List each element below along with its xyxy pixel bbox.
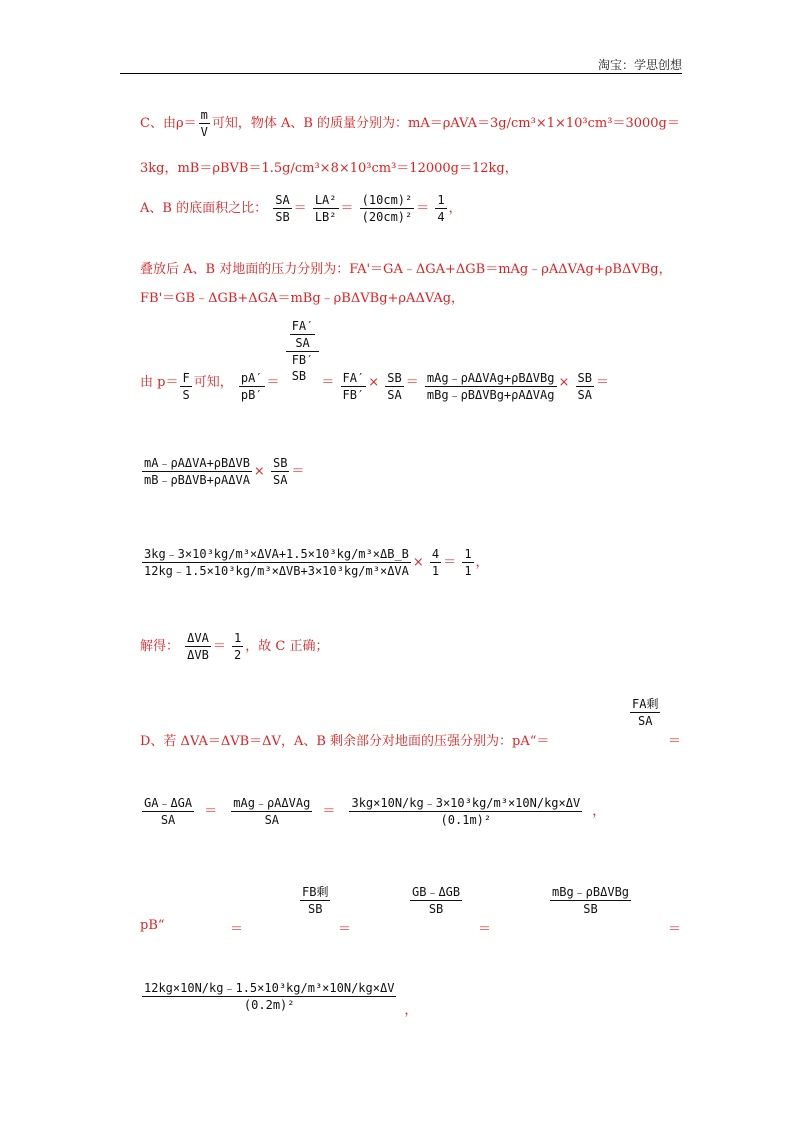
- pb-label: pB“: [140, 918, 165, 933]
- c1-prefix: C、由ρ＝: [140, 116, 197, 131]
- force-ratio-frac: $\frac{FA'}{FB'}$: [342, 371, 365, 402]
- line-c9: 解得： $\frac{\text{ΔVA}}{\text{ΔVB}}$ ＝ $\frac{1}{2}$ ，故 C 正确；: [140, 631, 329, 662]
- line-c6: 由 p＝ $\frac{F}{S}$ 可知， $\frac{pA'}{pB'}$ ＝ $\frac{FA'}{SA}$ FB′ SB ＝ $\frac{FA'}{FB'}$ × $\frac{SB}{SA}$ ＝ $\frac{\text{mAg﹣ρAΔVAg+ρBΔVBg}}{\text{mBg﹣ρBΔVBg+ρAΔVAg}}$ × $\frac{SB}{SA}$ ＝: [140, 319, 610, 402]
- mass-expr-b-frac: mBg﹣ρBΔVBg SB: [552, 885, 630, 916]
- mass-expr-a-frac: $\frac{\text{mAg﹣ρAΔVAg}}{SA}$: [233, 796, 311, 827]
- one-half-frac: $\frac{1}{2}$: [234, 631, 242, 662]
- compound-frac: $\frac{FA'}{SA}$ FB′ SB: [286, 318, 320, 384]
- area-ratio-frac-2: $\frac{\text{LA²}}{\text{LB²}}$: [314, 193, 337, 224]
- d1-equals: ＝: [668, 734, 682, 749]
- line-c8: $\frac{\text{3kg﹣3×10³kg/m³×ΔVA+1.5×10³kg/m³×ΔB\_B}}{\text{12kg﹣1.5×10³kg/m³×ΔVB+3×10³kg/m³×ΔVA}}$ × $\frac{4}{1}$ ＝ $\frac{1}{1}$ ，: [144, 547, 489, 578]
- mass-expression-frac: $\frac{\text{mAg﹣ρAΔVAg+ρBΔVBg}}{\text{mBg﹣ρBΔVBg+ρAΔVAg}}$: [426, 371, 555, 402]
- line-c5: FB'＝GB﹣ΔGB+ΔGA＝mBg﹣ρBΔVBg+ρAΔVAg，: [140, 291, 465, 306]
- four-over-one-frac: $\frac{4}{1}$: [431, 547, 440, 578]
- line-d2: $\frac{\text{GA﹣ΔGA}}{SA}$ ＝ $\frac{\text{mAg﹣ρAΔVAg}}{SA}$ ＝ $\frac{\text{3kg×10N/kg﹣3×10³kg/m³×10N/kg×ΔV}}{\text{(0.1m)²}}$ ，: [144, 796, 606, 827]
- weight-diff-b-frac: GB﹣ΔGB SB: [412, 885, 461, 916]
- line-c1: [140, 107, 680, 140]
- line-d4: $\frac{\text{12kg×10N/kg﹣1.5×10³kg/m³×10N/kg×ΔV}}{\text{(0.2m)²}}$ ，: [144, 981, 418, 1018]
- header-divider: [120, 73, 682, 74]
- line-d1: D、若 ΔVA＝ΔVB＝ΔV，A、B 剩余部分对地面的压强分别为：pA“＝: [140, 734, 550, 749]
- density-fraction: $\frac{m}{V}$: [200, 108, 208, 139]
- remaining-force-b-frac: FB剩 SB: [302, 885, 329, 916]
- numeric-a-frac: $\frac{\text{3kg×10N/kg﹣3×10³kg/m³×10N/kg×ΔV}}{\text{(0.1m)²}}$: [351, 796, 581, 827]
- page-header: 淘宝：学思创想: [597, 58, 682, 72]
- one-over-one-frac: $\frac{1}{1}$: [464, 547, 472, 578]
- area-inverse-frac: $\frac{SB}{SA}$: [387, 371, 402, 402]
- area-ratio-frac-4: $\frac{1}{4}$: [437, 193, 445, 224]
- area-inverse-frac-2: $\frac{SB}{SA}$: [577, 371, 592, 402]
- numeric-substitution-frac: $\frac{\text{3kg﹣3×10³kg/m³×ΔVA+1.5×10³kg/m³×ΔB\_B}}{\text{12kg﹣1.5×10³kg/m³×ΔVB+3×10³kg/m³×ΔVA}}$: [144, 547, 409, 578]
- d3-eq-4: ＝: [668, 922, 682, 937]
- weight-diff-a-frac: $\frac{\text{GA﹣ΔGA}}{SA}$: [144, 796, 193, 827]
- area-inverse-frac-3: $\frac{SB}{SA}$: [272, 456, 288, 487]
- simplified-mass-frac: $\frac{\text{mA﹣ρAΔVA+ρBΔVB}}{\text{mB﹣ρBΔVB+ρAΔVA}}$: [144, 456, 250, 487]
- line-c7: $\frac{\text{mA﹣ρAΔVA+ρBΔVB}}{\text{mB﹣ρBΔVB+ρAΔVA}}$ × $\frac{SB}{SA}$ ＝: [144, 456, 305, 487]
- line-c3: A、B 的底面积之比： $\frac{SA}{SB}$ ＝ $\frac{\text{LA²}}{\text{LB²}}$ ＝ $\frac{\text{(10cm)²}}{\text{(20cm)²}}$ ＝ $\frac{1}{4}$ ，: [140, 193, 462, 224]
- line-c4: 叠放后 A、B 对地面的压力分别为：FA'＝GA﹣ΔGA+ΔGB＝mAg﹣ρAΔVAg+ρBΔVBg，: [140, 262, 672, 277]
- pressure-formula-frac: $\frac{F}{S}$: [182, 371, 190, 402]
- area-ratio-frac-3: $\frac{\text{(10cm)²}}{\text{(20cm)²}}$: [361, 193, 413, 224]
- remaining-force-a-frac: FA剩 SA: [632, 697, 659, 728]
- c1-suffix: 可知，物体 A、B 的质量分别为：mA＝ρAVA＝3g/cm³×1×10³cm³＝3000g＝: [211, 116, 680, 131]
- line-c2: 3kg，mB＝ρBVB＝1.5g/cm³×8×10³cm³＝12000g＝12kg，: [140, 161, 518, 176]
- pressure-ratio-frac: $\frac{pA'}{pB'}$: [240, 371, 263, 402]
- area-ratio-frac-1: $\frac{SA}{SB}$: [275, 193, 290, 224]
- d3-eq-2: ＝: [338, 922, 352, 937]
- d3-eq-3: ＝: [478, 922, 492, 937]
- volume-ratio-frac: $\frac{\text{ΔVA}}{\text{ΔVB}}$: [187, 631, 209, 662]
- d3-eq-1: ＝: [230, 922, 244, 937]
- numeric-b-frac: $\frac{\text{12kg×10N/kg﹣1.5×10³kg/m³×10N/kg×ΔV}}{\text{(0.2m)²}}$: [144, 981, 395, 1012]
